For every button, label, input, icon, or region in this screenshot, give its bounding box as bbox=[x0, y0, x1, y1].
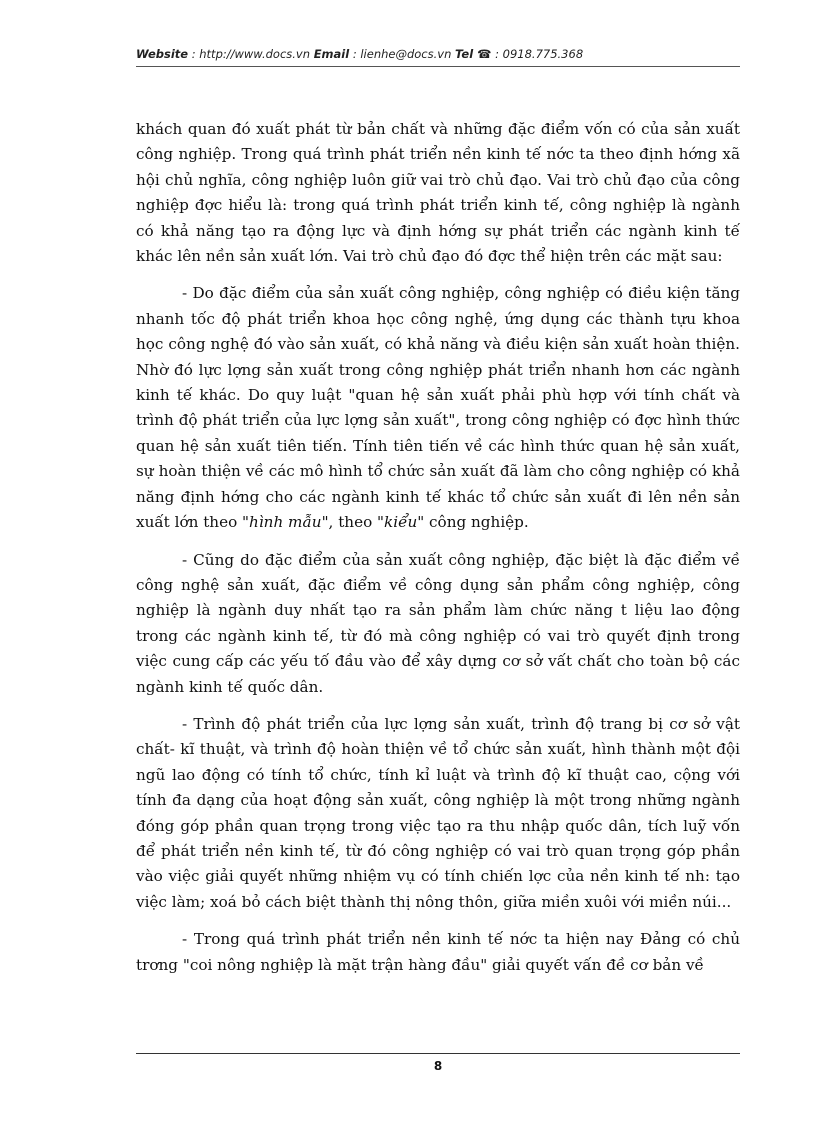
website-label: Website bbox=[136, 47, 189, 61]
page-number: 8 bbox=[433, 1059, 443, 1073]
paragraph-2-text-a: - Do đặc điểm của sản xuất công nghiệp, công nghiệp có điều kiện tăng nhanh tốc độ phát triển khoa học công nghệ, ứng dụng các thành tựu khoa học công nghệ đó vào sản xuất, có khả năng và điều kiện sản xuất hoàn thiện. Nhờ đó lực lợng sản xuất trong công nghiệp phát triển nhanh hơn các ngành kinh tế khác. Do quy luật "quan hệ sản xuất phải phù hợp với tính chất và trình độ phát triển của lực lợng sản xuất", trong công nghiệp có đợc hình thức quan hệ sản xuất tiên tiến. Tính tiên tiến về các hình thức quan hệ sản xuất, sự hoàn thiện về các mô hình tổ chức sản xuất đã làm cho công nghiệp có khả năng định hớng cho các ngành kinh tế khác tổ chức sản xuất đi lên nền sản xuất lớn theo " bbox=[136, 284, 740, 532]
page-header bbox=[136, 47, 740, 61]
paragraph-5: - Trong quá trình phát triển nền kinh tế nớc ta hiện nay Đảng có chủ trơng "coi nông nghiệp là mặt trận hàng đầu" giải quyết vấn đề cơ bản về bbox=[136, 930, 740, 974]
header-divider bbox=[136, 66, 740, 67]
document-body bbox=[136, 117, 740, 990]
email-address: : lienhe@docs.vn bbox=[349, 47, 456, 61]
phone-label: Tel ☎ bbox=[455, 47, 492, 61]
paragraph-4: - Trình độ phát triển của lực lợng sản xuất, trình độ trang bị cơ sở vật chất- kĩ thuật, và trình độ hoàn thiện về tổ chức sản xuất, hình thành một đội ngũ lao động có tính tổ chức, tính kỉ luật và trình độ kĩ thuật cao, cộng với tính đa dạng của hoạt động sản xuất, công nghiệp là một trong những ngành đóng góp phần quan trọng trong việc tạo ra thu nhập quốc dân, tích luỹ vốn để phát triển nền kinh tế, từ đó công nghiệp có vai trò quan trọng góp phần vào việc giải quyết những nhiệm vụ có tính chiến lợc của nền kinh tế nh: tạo việc làm; xoá bỏ cách biệt thành thị nông thôn, giữa miền xuôi với miền núi... bbox=[136, 714, 740, 911]
paragraph-2-text-b: ", theo " bbox=[321, 513, 385, 532]
paragraph-3: - Cũng do đặc điểm của sản xuất công nghiệp, đặc biệt là đặc điểm về công nghệ sản xuất, đặc điểm về công dụng sản phẩm công nghiệp, công nghiệp là ngành duy nhất tạo ra sản phẩm làm chức năng t liệu lao động trong các ngành kinh tế, từ đó mà công nghiệp có vai trò quyết định trong việc cung cấp các yếu tố đầu vào để xây dựng cơ sở vất chất cho toàn bộ các ngành kinh tế quốc dân. bbox=[136, 550, 740, 696]
paragraph-2-text-c: " công nghiệp. bbox=[417, 513, 529, 532]
phone-number: : 0918.775.368 bbox=[491, 47, 584, 61]
email-label: Email bbox=[313, 47, 350, 61]
emphasis-kieu: kiểu bbox=[384, 513, 418, 532]
footer-divider bbox=[136, 1053, 740, 1054]
paragraph-1: khách quan đó xuất phát từ bản chất và những đặc điểm vốn có của sản xuất công nghiệp. Trong quá trình phát triển nền kinh tế nớc ta theo định hớng xã hội chủ nghĩa, công nghiệp luôn giữ vai trò chủ đạo. Vai trò chủ đạo của công nghiệp đợc hiểu là: trong quá trình phát triển kinh tế, công nghiệp là ngành có khả năng tạo ra động lực và định hớng sự phát triển các ngành kinh tế khác lên nền sản xuất lớn. Vai trò chủ đạo đó đợc thể hiện trên các mặt sau: bbox=[136, 120, 740, 266]
emphasis-hinh-mau: hình mẫu bbox=[249, 513, 322, 532]
paragraph-2 bbox=[136, 281, 740, 535]
website-url: : http://www.docs.vn bbox=[188, 47, 314, 61]
